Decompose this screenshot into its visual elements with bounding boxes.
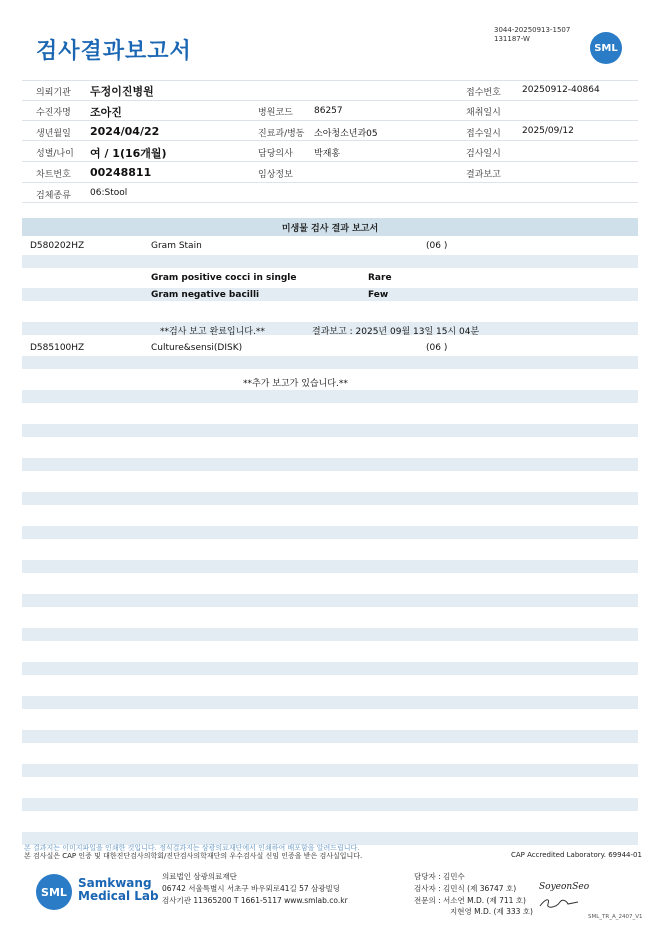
row-band [22,458,638,471]
row-band [22,288,638,301]
name-value: 조아진 [90,106,122,119]
document-id-line1: 3044-20250913-1507 [494,26,571,34]
row-band [22,696,638,709]
row-band [22,628,638,641]
lab-logo-name-line2: Medical Lab [78,889,159,903]
test-code: D580202HZ [30,241,85,251]
specialist-2: 지현영 M.D. (제 333 호) [450,907,533,916]
specimen-code: (06 ) [426,241,448,251]
divider [22,202,638,203]
org-address: 06742 서울특별시 서초구 바우뫼로41길 57 삼광빌딩 [162,884,341,893]
specimen-value: 06:Stool [90,188,128,198]
organism-result: Rare [368,273,392,283]
page-title: 검사결과보고서 [36,39,192,64]
birth-value: 2024/04/22 [90,125,160,138]
divider [22,120,638,121]
sex-age-label: 성별/나이 [36,149,74,159]
row-band [22,798,638,811]
collect-date-label: 채취일시 [466,108,501,118]
image-notice: 본 결과지는 이미지파일을 인쇄한 것입니다. 정식결과지는 삼광의료재단에서 인쇄하여 배포함을 알려드립니다. [24,844,360,852]
chart-no-label: 차트번호 [36,170,71,180]
sex-age-value: 여 / 1(16개월) [90,147,167,160]
dept-value: 소아청소년과05 [314,129,378,139]
doctor-label: 담당의사 [258,149,293,159]
document-id-line2: 131187-W [494,35,530,43]
test-name: Culture&sensi(DISK) [151,343,243,353]
report-label: 결과보고 [466,170,501,180]
row-band [22,764,638,777]
dept-label: 진료과/병동 [258,129,305,139]
row-band [22,356,638,369]
sml-logo-badge: SML [590,32,622,64]
receipt-no-label: 접수번호 [466,88,501,98]
doctor-value: 박재홍 [314,149,341,159]
divider [22,80,638,81]
receipt-no-value: 20250912-40864 [522,85,600,95]
divider [22,100,638,101]
examiner: 검사자 : 김민식 (제 36747 호) [414,884,517,893]
report-complete-message: **검사 보고 완료입니다.** [160,327,265,337]
organism-name: Gram negative bacilli [151,290,260,300]
organism-name: Gram positive cocci in single [151,273,297,283]
org-contact: 검사기관 11365200 T 1661-5117 www.smlab.co.kr [162,896,348,905]
test-name: Gram Stain [151,241,202,251]
row-band [22,560,638,573]
row-band [22,526,638,539]
clinical-info-label: 임상정보 [258,170,293,180]
additional-report-message: **추가 보고가 있습니다.** [243,379,348,389]
certification-notice: 본 검사실은 CAP 인증 및 대한진단검사의학회/진단검사의학재단의 우수검사실 신임 인증을 받은 검사실입니다. [24,852,363,860]
examiner-signature: SoyeonSeo [539,882,590,892]
org-name: 의료법인 삼광의료재단 [162,872,237,881]
institution-label: 의뢰기관 [36,88,71,98]
name-label: 수진자명 [36,108,71,118]
organism-result: Few [368,290,389,300]
divider [22,182,638,183]
row-band [22,424,638,437]
row-band [22,662,638,675]
sml-logo: SML [36,874,72,910]
lab-logo-name-line1: Samkwang [78,876,152,890]
divider [22,140,638,141]
birth-label: 생년월일 [36,129,71,139]
test-code: D585100HZ [30,343,85,353]
form-code: SML_TR_A_2407_V1 [588,914,643,920]
report-time: 결과보고 : 2025년 09월 13일 15시 04분 [312,327,480,337]
row-band [22,730,638,743]
divider [22,161,638,162]
specimen-code: (06 ) [426,343,448,353]
document-id [494,26,570,44]
row-band [22,255,638,268]
row-band [22,594,638,607]
receipt-date-value: 2025/09/12 [522,126,574,136]
results-section-title: 미생물 검사 결과 보고서 [22,218,638,236]
specialist-signature-icon [538,896,582,910]
row-band [22,390,638,403]
specialist-1: 전문의 : 서소연 M.D. (제 711 호) [414,896,526,905]
test-date-label: 검사일시 [466,149,501,159]
chart-no-value: 00248811 [90,166,152,179]
manager: 담당자 : 김민수 [414,872,465,881]
cap-accreditation: CAP Accredited Laboratory. 69944-01 [511,851,642,859]
hospital-code-value: 86257 [314,106,343,116]
row-band [22,492,638,505]
lab-logo-name [78,877,159,903]
receipt-date-label: 접수일시 [466,129,501,139]
specimen-label: 검체종류 [36,191,71,201]
institution-value: 두정이진병원 [90,85,154,98]
hospital-code-label: 병원코드 [258,108,293,118]
